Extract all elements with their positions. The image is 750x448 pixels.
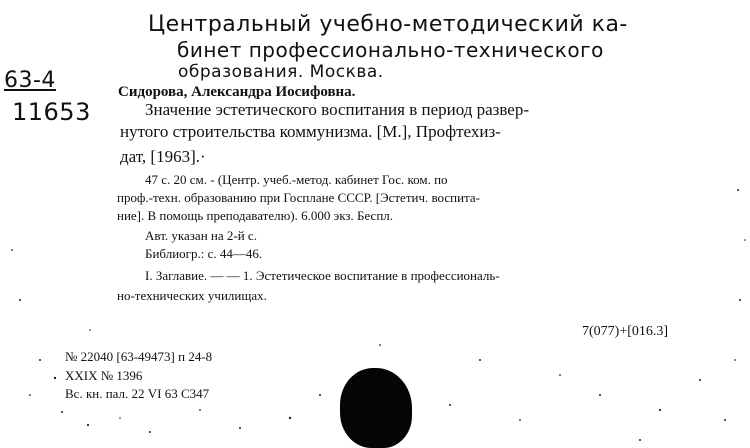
accession-line: XXIX № 1396 bbox=[65, 368, 143, 383]
collation-line: проф.-техн. образованию при Госплане СССР. [Эстетич. воспита- bbox=[117, 190, 480, 205]
title-line: дат, [1963].· bbox=[120, 147, 206, 166]
accession-line: Вс. кн. пал. 22 VI 63 С347 bbox=[65, 386, 210, 401]
ink-blot bbox=[340, 368, 412, 448]
classification-number: 7(077)+[016.3] bbox=[582, 324, 669, 339]
collation-line: 47 с. 20 см. - (Центр. учеб.-метод. кабинет Гос. ком. по bbox=[145, 172, 448, 187]
title-line: Значение эстетического воспитания в период развер- bbox=[145, 100, 530, 119]
handwritten-institution-line-3: образования. Москва. bbox=[178, 62, 384, 82]
note-line: Авт. указан на 2-й с. bbox=[145, 228, 257, 243]
tracing-line: I. Заглавие. — — 1. Эстетическое воспитание в профессиональ- bbox=[145, 268, 500, 283]
collation-line: ние]. В помощь преподавателю). 6.000 экз. Беспл. bbox=[117, 208, 394, 223]
title-line: нутого строительства коммунизма. [М.], Профтехиз- bbox=[120, 122, 501, 141]
handwritten-call-number-bottom: 11653 bbox=[12, 98, 91, 126]
note-line: Библиогр.: с. 44—46. bbox=[145, 246, 263, 261]
accession-line: № 22040 [63-49473] п 24-8 bbox=[65, 349, 213, 364]
handwritten-institution-line-2: бинет профессионально-технического bbox=[177, 38, 604, 62]
handwritten-call-number-top: 63-4 bbox=[4, 68, 56, 93]
author-heading: Сидорова, Александра Иосифовна. bbox=[118, 84, 356, 100]
tracing-line: но-технических училищах. bbox=[117, 288, 267, 303]
handwritten-institution-line-1: Центральный учебно-методический ка- bbox=[148, 12, 628, 37]
